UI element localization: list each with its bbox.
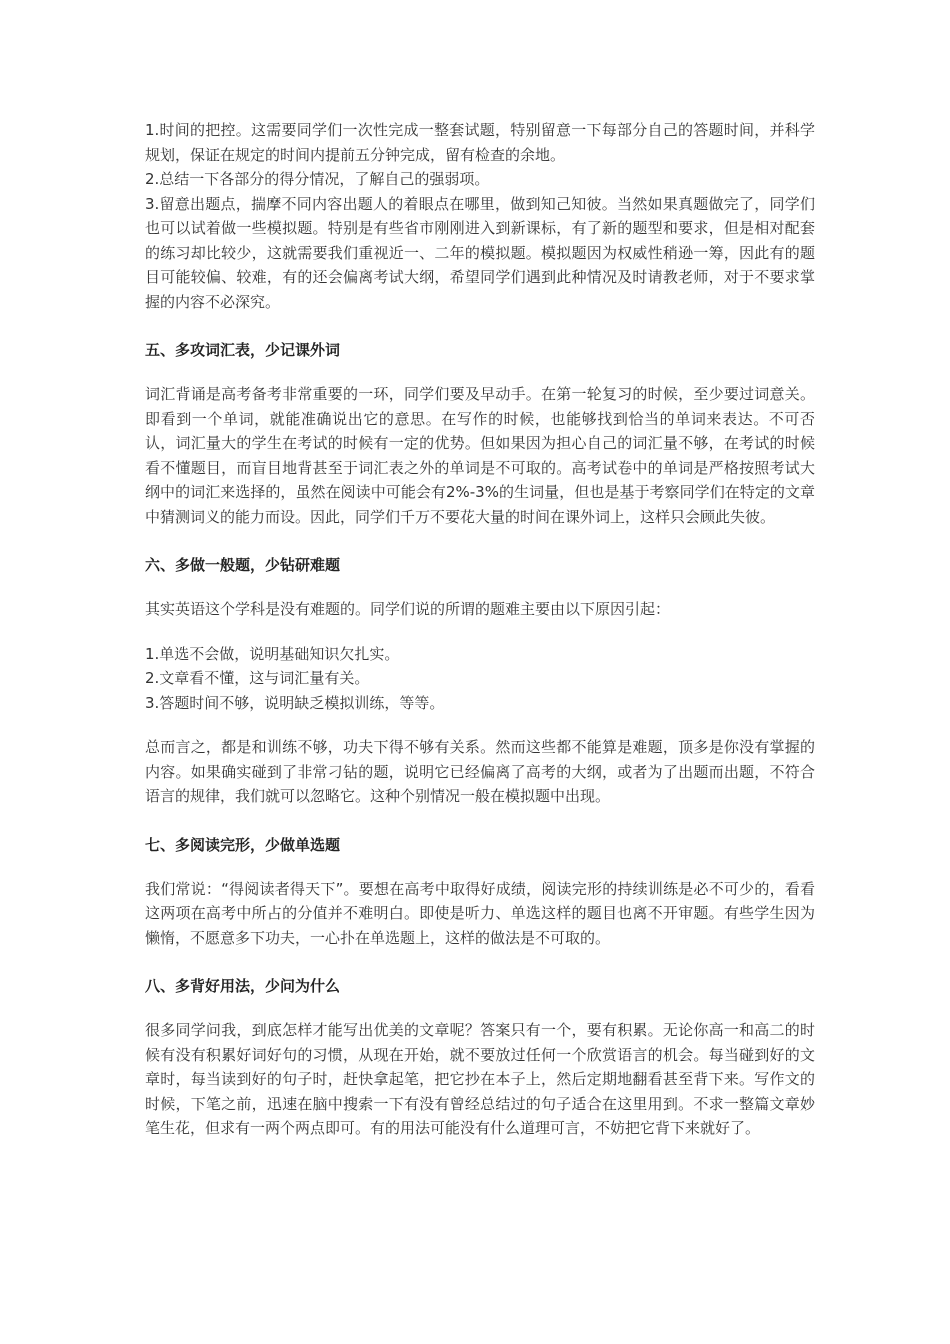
section-heading-8: 八、多背好用法，少问为什么	[145, 977, 341, 995]
section-heading-5: 五、多攻词汇表，少记课外词	[145, 341, 341, 359]
list-item: 2.文章看不懂，这与词汇量有关。	[145, 669, 370, 687]
section-5-paragraph: 词汇背诵是高考备考非常重要的一环，同学们要及早动手。在第一轮复习的时候，至少要过词意关。即看到一个单词，就能准确说出它的意思。在写作的时候，也能够找到恰当的单词来表达。不可否认，词汇量大的学生在考试的时候有一定的优势。但如果因为担心自己的词汇量不够，在考试的时候看不懂题目，而盲目地背甚至于词汇表之外的单词是不可取的。高考试卷中的单词是严格按照考试大纲中的词汇来选择的，虽然在阅读中可能会有2%-3%的生词量，但也是基于考察同学们在特定的文章中猜测词义的能力而设。因此，同学们千万不要花大量的时间在课外词上，这样只会顾此失彼。	[145, 385, 815, 526]
section-heading-6: 六、多做一般题，少钻研难题	[145, 556, 341, 574]
list-item: 3.答题时间不够，说明缺乏模拟训练，等等。	[145, 693, 445, 712]
section-6-summary: 总而言之，都是和训练不够，功夫下得不够有关系。然而这些都不能算是难题，顶多是你没有掌握的内容。如果确实碰到了非常刁钻的题，说明它已经偏离了高考的大纲，或者为了出题而出题，不符合语言的规律，我们就可以忽略它。这种个别情况一般在模拟题中出现。	[145, 738, 815, 805]
section-6-list	[145, 642, 815, 716]
list-item: 3.留意出题点，揣摩不同内容出题人的着眼点在哪里，做到知己知彼。当然如果真题做完了，同学们也可以试着做一些模拟题。特别是有些省市刚刚进入到新课标，有了新的题型和要求，但是相对配套的练习却比较少，这就需要我们重视近一、二年的模拟题。模拟题因为权威性稍逊一筹，因此有的题目可能较偏、较难，有的还会偏离考试大纲，希望同学们遇到此种情况及时请教老师，对于不要求掌握的内容不必深究。	[145, 194, 815, 311]
section-7-paragraph: 我们常说：“得阅读者得天下”。要想在高考中取得好成绩，阅读完形的持续训练是必不可少的，看看这两项在高考中所占的分值并不难明白。即使是听力、单选这样的题目也离不开审题。有些学生因为懒惰，不愿意多下功夫，一心扑在单选题上，这样的做法是不可取的。	[145, 879, 815, 947]
document-page	[145, 118, 815, 1141]
previous-section-list	[145, 118, 815, 314]
section-8-paragraph: 很多同学问我，到底怎样才能写出优美的文章呢？答案只有一个，要有积累。无论你高一和高二的时候有没有积累好词好句的习惯，从现在开始，就不要放过任何一个欣赏语言的机会。每当碰到好的文章时，每当读到好的句子时，赶快拿起笔，把它抄在本子上，然后定期地翻看甚至背下来。写作文的时候，下笔之前，迅速在脑中搜索一下有没有曾经总结过的句子适合在这里用到。不求一整篇文章妙笔生花，但求有一两个两点即可。有的用法可能没有什么道理可言，不妨把它背下来就好了。	[145, 1021, 815, 1137]
list-item: 2.总结一下各部分的得分情况，了解自己的强弱项。	[145, 170, 490, 188]
list-item: 1.单选不会做，说明基础知识欠扎实。	[145, 644, 400, 663]
section-6-intro: 其实英语这个学科是没有难题的。同学们说的所谓的题难主要由以下原因引起：	[145, 600, 671, 618]
list-item: 1.时间的把控。这需要同学们一次性完成一整套试题，特别留意一下每部分自己的答题时间，并科学规划，保证在规定的时间内提前五分钟完成，留有检查的余地。	[145, 121, 815, 164]
section-heading-7: 七、多阅读完形，少做单选题	[145, 835, 341, 854]
